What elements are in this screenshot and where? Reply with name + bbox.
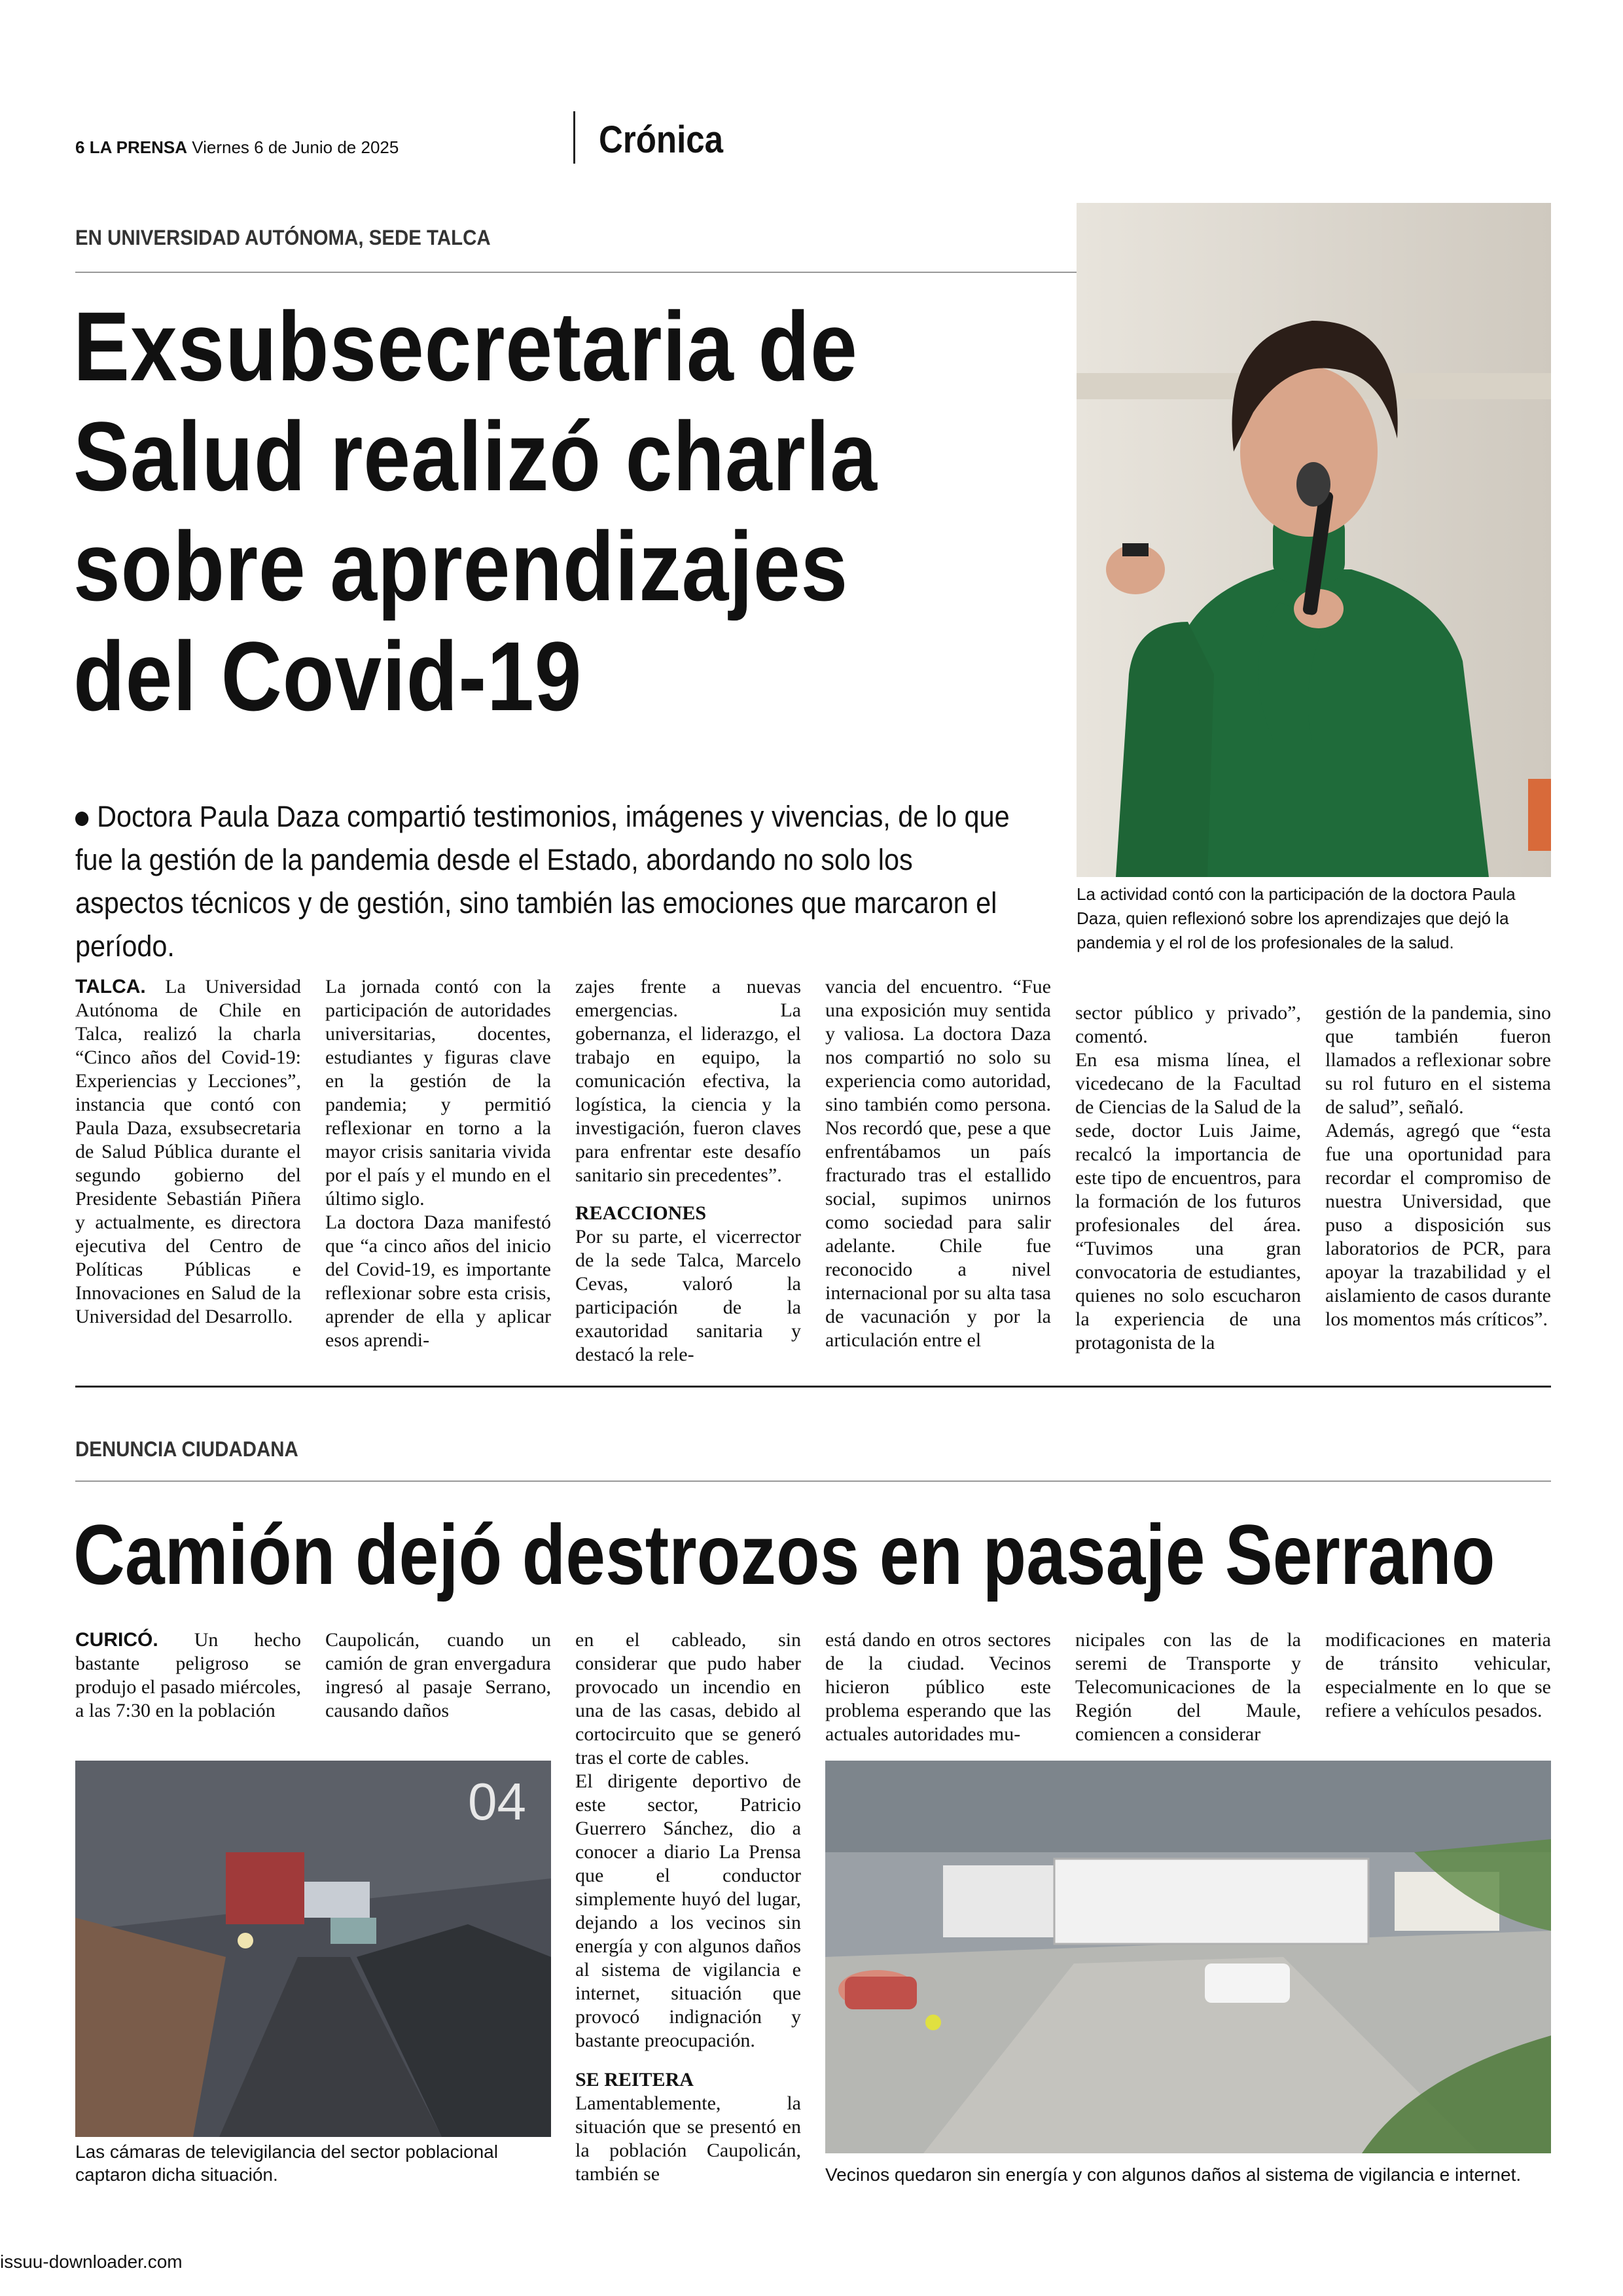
body-text: gestión de la pandemia, sino que también fueron llamados a reflexionar sobre su rol futuro en el sistema de salud”, señaló. Además, agregó que “esta fue una oportunidad para recordar el compromiso de nuestra Universidad, que puso a disposición sus laboratorios de PCR, para apoyar la trazabilidad y el aislamiento de casos durante los momentos más críticos”. — [1325, 1002, 1551, 1330]
article1-headline — [73, 291, 952, 731]
body-text: zajes frente a nuevas emergencias. La gobernanza, el liderazgo, el trabajo en equipo, la comunicación efectiva, la logística, la ciencia y la investigación, fueron claves para enfrentar este desafío sanitario sin precedentes”. — [575, 976, 801, 1186]
body-text: vancia del encuentro. “Fue una exposición muy sentida y valiosa. La doctora Daza nos compartió no solo su experiencia como autoridad, sino también como persona. Nos recordó que, pese a que enfrentábamos un país fracturado tras el estallido social, supimos unirnos como sociedad para salir adelante. Chile fue reconocido a nivel internacional por su alta tasa de vacunación y por la articulación entre el — [825, 976, 1051, 1351]
article1-column-1 — [75, 975, 301, 1329]
article-divider — [75, 1386, 1551, 1388]
body-text: Por su parte, el vicerrector de la sede Talca, Marcelo Cevas, valoró la participación de la exautoridad sanitaria y destacó la rele- — [575, 1226, 801, 1365]
newspaper-name: LA PRENSA — [89, 137, 187, 157]
body-text: modificaciones en materia de tránsito vehicular, especialmente en lo que se refiere a vehículos pesados. — [1325, 1629, 1551, 1721]
article1-column-5 — [1075, 1001, 1301, 1355]
body-text: sector público y privado”, comentó. En esa misma línea, el vicedecano de la Facultad de Ciencias de la Salud de la sede, doctor Luis Jaime, recalcó la importancia de este tipo de encuentros, para la formación de los futuros profesionales del área. “Tuvimos una gran convocatoria de estudiantes, quienes no solo escucharon la experiencia de una protagonista de la — [1075, 1002, 1301, 1354]
issue-date: Viernes 6 de Junio de 2025 — [192, 137, 399, 157]
article1-photo-caption: La actividad contó con la participación de la doctora Paula Daza, quien reflexionó sobre los aprendizajes que dejó la pandemia y el rol de los profesionales de la salud. — [1077, 884, 1516, 952]
cctv-camera-number: 04 — [468, 1772, 526, 1831]
body-text: Lamentablemente, la situación que se presentó en la población Caupolicán, también se — [575, 2092, 801, 2185]
article2-photo2-caption: Vecinos quedaron sin energía y con algunos daños al sistema de vigilancia e internet. — [825, 2164, 1522, 2185]
article2-column-2 — [325, 1628, 551, 1723]
body-text: Caupolicán, cuando un camión de gran envergadura ingresó al pasaje Serrano, causando daños — [325, 1629, 551, 1721]
article1-column-4 — [825, 975, 1051, 1352]
speaker-photo-illustration — [1077, 203, 1551, 877]
kicker-rule — [75, 1480, 1551, 1482]
article1-lead — [75, 795, 1014, 968]
article2-cctv-photo-1 — [75, 1761, 551, 2137]
headline-line: Salud realizó charla — [73, 401, 878, 511]
headline-line: del Covid-19 — [73, 621, 582, 731]
kicker-rule — [75, 272, 1077, 273]
dateline: CURICÓ. — [75, 1629, 158, 1651]
header-divider — [573, 111, 575, 164]
page-header-info — [75, 137, 399, 158]
article2-photo1-caption: Las cámaras de televigilancia del sector poblacional captaron dicha situación. — [75, 2142, 498, 2185]
article1-column-3 — [575, 975, 801, 1367]
article1-photo — [1077, 203, 1551, 877]
body-text: La jornada contó con la participación de autoridades universitarias, docentes, estudiantes y figuras clave en la gestión de la pandemia; y permitió reflexionar en torno a la mayor crisis sanitaria vivida por el país y el mundo en el último siglo. La doctora Daza manifestó que “a cinco años del inicio del Covid-19, es importante reflexionar sobre esta crisis, aprender de ella y aplicar esos aprendi- — [325, 976, 551, 1351]
body-text: nicipales con las de la seremi de Transporte y Telecomunicaciones de la Región del Maule, comiencen a considerar — [1075, 1629, 1301, 1745]
page-number: 6 — [75, 137, 85, 157]
subheading: REACCIONES — [575, 1202, 707, 1224]
body-text: Un hecho bastante peligroso se produjo el pasado miércoles, a las 7:30 en la población — [75, 1629, 301, 1721]
body-text: está dando en otros sectores de la ciudad. Vecinos hicieron público este problema esperando que las actuales autoridades mu- — [825, 1629, 1051, 1745]
section-title: Crónica — [599, 118, 724, 161]
night-street-illustration — [75, 1761, 551, 2137]
article1-column-6 — [1325, 1001, 1551, 1331]
body-text: en el cableado, sin considerar que pudo haber provocado un incendio en una de las casas, debido al cortocircuito que se generó tras el corte de cables. El dirigente deportivo de este sector, Patricio Guerrero Sánchez, dio a conocer a diario La Prensa que el conductor simplemente huyó del lugar, dejando a los vecinos sin energía y con algunos daños al sistema de vigilancia e internet, situación que provocó indignación y bastante preocupación. — [575, 1629, 801, 2051]
article1-kicker: EN UNIVERSIDAD AUTÓNOMA, SEDE TALCA — [75, 226, 491, 249]
bullet-icon — [75, 812, 88, 826]
subheading: SE REITERA — [575, 2069, 694, 2090]
lead-text: Doctora Paula Daza compartió testimonios, imágenes y vivencias, de lo que fue la gestión de la pandemia desde el Estado, abordando no solo los aspectos técnicos y de gestión, sino también las emociones que marcaron el período. — [75, 800, 1010, 963]
article2-column-3 — [575, 1628, 801, 2053]
body-text: La Universidad Autónoma de Chile en Talca, realizó la charla “Cinco años del Covid-19: Experiencias y Lecciones”, instancia que contó con Paula Daza, exsubsecretaria de Salud Pública durante el segundo gobierno del Presidente Sebastián Piñera y actualmente, es directora ejecutiva del Centro de Políticas Públicas e Innovaciones en Salud de la Universidad del Desarrollo. — [75, 976, 301, 1327]
article2-column-1 — [75, 1628, 301, 1723]
article2-headline: Camión dejó destrozos en pasaje Serrano — [73, 1507, 1495, 1602]
article2-column-3-continued — [575, 2068, 801, 2186]
truck-intersection-illustration — [825, 1761, 1551, 2153]
article2-column-6 — [1325, 1628, 1551, 1723]
headline-line: sobre aprendizajes — [73, 511, 849, 621]
watermark: issuu-downloader.com — [0, 2251, 183, 2272]
headline-line: Exsubsecretaria de — [73, 291, 858, 401]
dateline: TALCA. — [75, 976, 146, 997]
article2-column-4 — [825, 1628, 1051, 1746]
article1-column-2 — [325, 975, 551, 1352]
article2-cctv-photo-2 — [825, 1761, 1551, 2153]
article2-column-5 — [1075, 1628, 1301, 1746]
article2-kicker: DENUNCIA CIUDADANA — [75, 1437, 298, 1461]
